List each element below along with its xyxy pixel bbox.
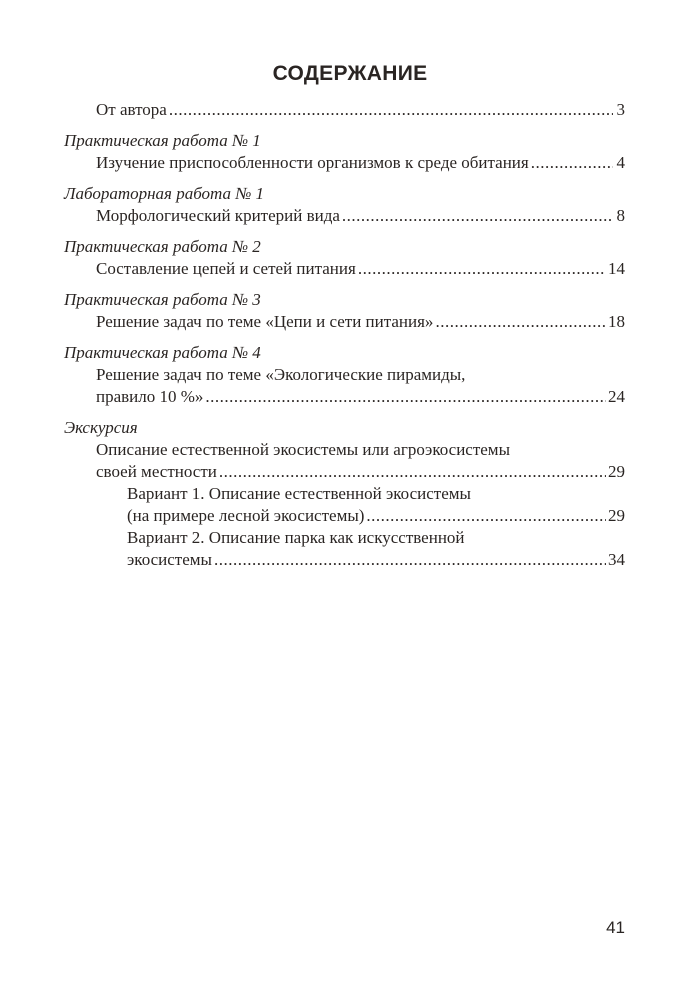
toc-section-practical-2: [64, 236, 625, 280]
toc-page-number: 8: [616, 206, 625, 225]
page-title: СОДЕРЖАНИЕ: [272, 62, 428, 85]
toc-page-number: 34: [608, 550, 625, 569]
dot-leader: [214, 549, 606, 571]
toc-entry-text: своей местности: [96, 462, 217, 481]
toc-page-number: 24: [608, 387, 625, 406]
toc-entry: [64, 364, 625, 408]
dot-leader: [358, 258, 606, 280]
toc-entry-text: Решение задач по теме «Цепи и сети питания»: [96, 312, 434, 331]
toc-page-number: 4: [616, 153, 625, 172]
toc-subentry-variant-2: [64, 527, 625, 571]
toc-entry-text: Морфологический критерий вида: [96, 206, 340, 225]
toc-section-practical-3: [64, 289, 625, 333]
toc-section-practical-1: [64, 130, 625, 174]
toc-page-number: 14: [608, 259, 625, 278]
toc-entry-text: правило 10 %»: [96, 387, 204, 406]
page-number: 41: [606, 918, 625, 937]
dot-leader: [531, 152, 613, 174]
toc-entry: [64, 311, 625, 333]
toc-section-heading: Экскурсия: [64, 418, 138, 437]
toc-section-heading: Практическая работа № 1: [64, 131, 261, 150]
toc-section-heading: Практическая работа № 3: [64, 290, 261, 309]
toc-entry-text: Решение задач по теме «Экологические пирамиды,: [96, 365, 466, 384]
toc-section-heading: Практическая работа № 2: [64, 237, 261, 256]
toc-entry-text: Изучение приспособленности организмов к среде обитания: [96, 153, 529, 172]
dot-leader: [435, 311, 606, 333]
dot-leader: [205, 386, 606, 408]
toc-entry: [64, 439, 625, 483]
toc-section-preface: [64, 99, 625, 121]
toc-section-lab-1: [64, 183, 625, 227]
toc-section-practical-4: [64, 342, 625, 408]
dot-leader: [219, 461, 606, 483]
table-of-contents: [64, 99, 625, 580]
toc-page-number: 3: [616, 100, 625, 119]
toc-entry-text: От автора: [96, 100, 167, 119]
toc-entry-text: Описание естественной экосистемы или агроэкосистемы: [96, 440, 510, 459]
dot-leader: [366, 505, 606, 527]
toc-entry: [64, 205, 625, 227]
toc-entry: [64, 152, 625, 174]
dot-leader: [342, 205, 613, 227]
toc-section-excursion: [64, 417, 625, 571]
toc-entry-preface: [64, 99, 625, 121]
toc-entry-text: Вариант 2. Описание парка как искусственной: [127, 528, 465, 547]
dot-leader: [169, 99, 613, 121]
toc-subentry-variant-1: [64, 483, 625, 527]
toc-page-number: 29: [608, 506, 625, 525]
toc-entry-text: Вариант 1. Описание естественной экосистемы: [127, 484, 471, 503]
toc-entry: [64, 258, 625, 280]
toc-entry-text: (на примере лесной экосистемы): [127, 506, 365, 525]
toc-entry-text: экосистемы: [127, 550, 212, 569]
toc-page-number: 29: [608, 462, 625, 481]
toc-section-heading: Лабораторная работа № 1: [64, 184, 265, 203]
toc-page-number: 18: [608, 312, 625, 331]
toc-entry-text: Составление цепей и сетей питания: [96, 259, 356, 278]
toc-section-heading: Практическая работа № 4: [64, 343, 261, 362]
